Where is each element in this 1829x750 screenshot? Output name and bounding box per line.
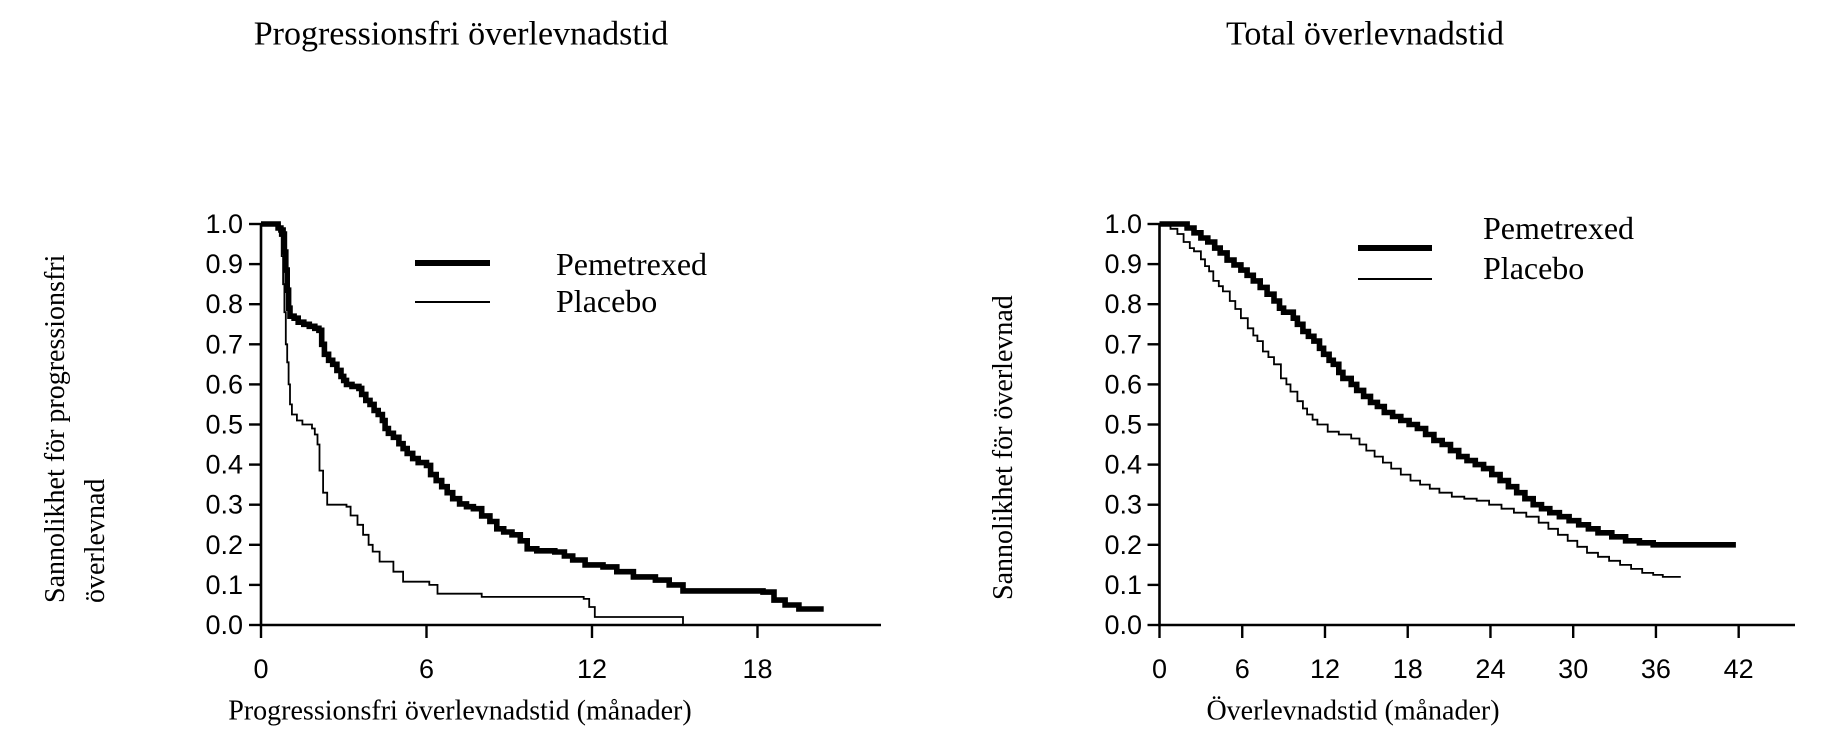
x-tick-label: 42: [1723, 654, 1754, 684]
y-tick-label: 0.3: [205, 489, 243, 520]
os-chart: [988, 16, 1795, 727]
os-plot-area: [1104, 209, 1795, 684]
pfs-chart: [40, 16, 881, 727]
os-x-axis-title: Överlevnadstid (månader): [1206, 695, 1500, 727]
x-tick-label: 0: [1151, 654, 1168, 684]
y-tick-label: 0.0: [1104, 610, 1142, 640]
x-tick-label: 30: [1558, 654, 1589, 684]
y-tick-label: 0.1: [205, 569, 243, 600]
y-tick-label: 0.5: [205, 409, 243, 440]
y-tick-label: 0.1: [1104, 569, 1142, 600]
y-tick-label: 0.6: [1104, 369, 1142, 400]
pfs-x-axis-title: Progressionsfri överlevnadstid (månader): [228, 695, 692, 727]
os-chart-title: Total överlevnadstid: [1225, 15, 1505, 53]
os-legend: [1358, 210, 1634, 286]
x-tick-label: 6: [418, 654, 435, 684]
kaplan-meier-curve-placebo: [1160, 224, 1681, 577]
x-tick-label: 12: [1309, 654, 1341, 684]
y-tick-label: 0.7: [1104, 329, 1142, 360]
pfs-legend-label-placebo: Placebo: [556, 283, 658, 319]
y-tick-label: 0.9: [205, 249, 243, 280]
y-tick-label: 0.3: [1104, 489, 1142, 520]
os-legend-label-placebo: Placebo: [1483, 250, 1585, 286]
y-tick-label: 1.0: [1104, 209, 1142, 239]
y-tick-label: 0.2: [205, 529, 243, 560]
y-tick-label: 0.2: [1104, 529, 1142, 560]
pfs-plot-area: [205, 209, 881, 684]
y-tick-label: 0.4: [205, 449, 243, 480]
pfs-y-axis-title-line2: överlevnad: [80, 478, 111, 603]
pfs-chart-title: Progressionsfri överlevnadstid: [253, 15, 669, 53]
pfs-legend: [415, 246, 707, 319]
pfs-y-axis-title-line1: Sannolikhet för progressionsfri: [40, 254, 71, 603]
pfs-legend-label-pemetrexed: Pemetrexed: [556, 246, 708, 282]
axis-lines: [1160, 224, 1796, 625]
x-tick-label: 36: [1640, 654, 1671, 684]
os-legend-label-pemetrexed: Pemetrexed: [1483, 210, 1635, 246]
y-tick-label: 0.9: [1104, 249, 1142, 280]
x-tick-label: 0: [253, 654, 269, 684]
y-tick-label: 0.7: [205, 329, 243, 360]
x-tick-label: 6: [1234, 654, 1250, 684]
y-tick-label: 0.0: [205, 610, 243, 640]
y-tick-label: 0.8: [1104, 289, 1142, 320]
y-tick-label: 1.0: [205, 209, 243, 239]
os-y-axis-title: Sannolikhet för överlevnad: [988, 295, 1019, 600]
y-tick-label: 0.6: [205, 369, 243, 400]
x-tick-label: 24: [1475, 654, 1506, 684]
kaplan-meier-curve-pemetrexed: [1160, 224, 1736, 545]
y-tick-label: 0.4: [1104, 449, 1142, 480]
x-tick-label: 18: [1392, 654, 1423, 684]
y-tick-label: 0.8: [205, 289, 243, 320]
x-tick-label: 12: [576, 654, 608, 684]
x-tick-label: 18: [742, 654, 773, 684]
kaplan-meier-curve-pemetrexed: [261, 224, 824, 609]
y-tick-label: 0.5: [1104, 409, 1142, 440]
